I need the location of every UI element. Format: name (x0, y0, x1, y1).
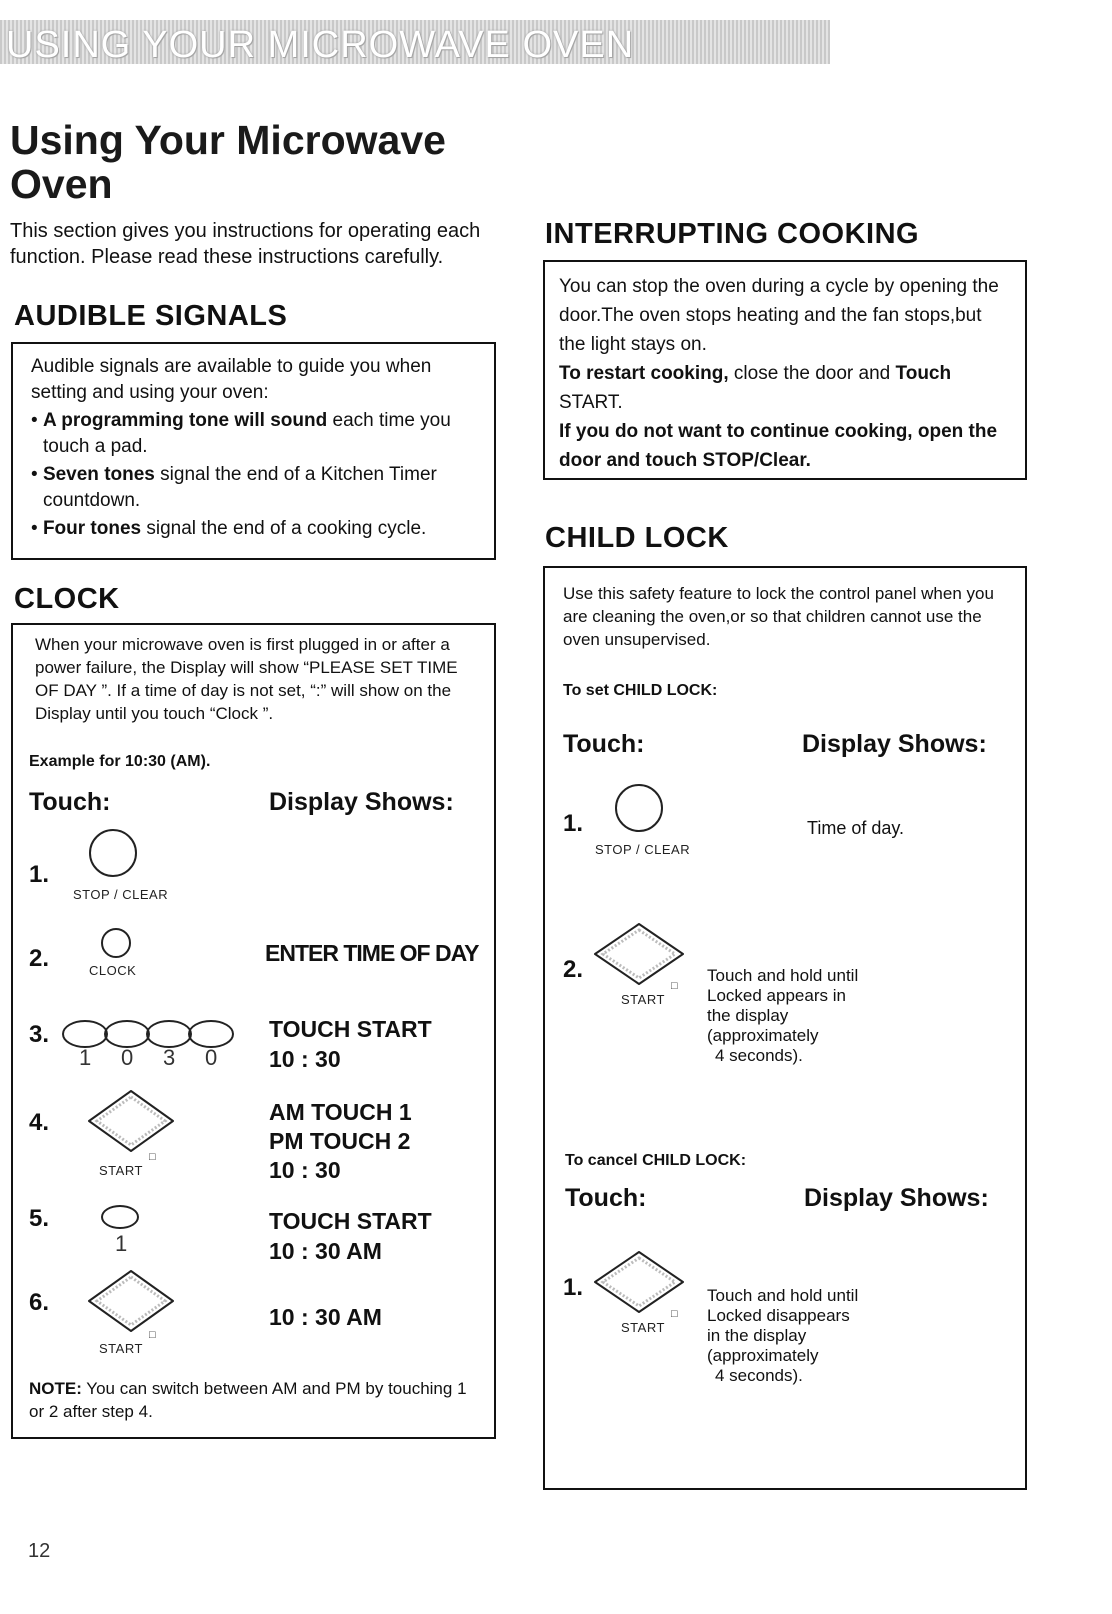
audible-bullet-2: • Seven tones signal the end of a Kitchen Timer countdown. (31, 464, 437, 511)
audible-bullet-3: • Four tones signal the end of a cooking cycle. (31, 518, 427, 539)
digit-label: 3 (163, 1045, 176, 1070)
page-title-line-1: Using Your Microwave (10, 117, 446, 163)
lock-icon: □ (671, 1308, 678, 1320)
clock-step-num: 2. (29, 945, 50, 972)
child-step-num: 1. (563, 1274, 584, 1301)
clock-touch-header: Touch: (29, 788, 111, 816)
stop-clear-pad-label: STOP / CLEAR (595, 842, 691, 857)
set-step-1-display: Time of day. (807, 818, 905, 838)
stop-clear-pad-label: STOP / CLEAR (73, 887, 169, 902)
child-touch-header: Touch: (563, 730, 645, 758)
start-pad-icon (81, 1267, 181, 1339)
digit-label: 1 (115, 1231, 128, 1256)
digit-label: 0 (205, 1045, 218, 1070)
page-title (10, 118, 510, 206)
interrupt-paragraph-2: To restart cooking, close the door and Touch START. (559, 363, 952, 413)
digit-label: 1 (79, 1045, 92, 1070)
child-lock-heading: CHILD LOCK (545, 522, 729, 554)
clock-pad-icon (101, 928, 131, 958)
lock-icon: □ (149, 1151, 156, 1163)
clock-box (11, 623, 496, 1439)
start-pad-label: START (621, 992, 665, 1007)
intro-paragraph: This section gives you instructions for operating each function. Please read these instructions carefully. (10, 220, 481, 268)
clock-step-display: TOUCH START (269, 1016, 432, 1042)
clock-step-display: ENTER TIME OF DAY (265, 940, 479, 966)
clock-step-display: 10 : 30 (269, 1157, 341, 1183)
cancel-step-1-display: Touch and hold until Locked disappears in the display (approximately 4 seconds). (707, 1286, 859, 1385)
child-lock-box (543, 566, 1027, 1490)
start-pad-icon (81, 1087, 181, 1159)
page-title-line-2: Oven (10, 161, 113, 207)
interrupting-cooking-heading: INTERRUPTING COOKING (545, 218, 920, 250)
clock-step-num: 4. (29, 1109, 50, 1136)
audible-lead: Audible signals are available to guide you when setting and using your oven: (31, 356, 432, 403)
audible-signals-box (11, 342, 496, 560)
clock-heading: CLOCK (14, 583, 120, 615)
child-step-num: 2. (563, 956, 584, 983)
clock-paragraph: When your microwave oven is first plugged in or after a power failure, the Display will show “PLEASE SET TIME OF DAY ”. If a time of day is not set, “:” will show on the Display until you touch “Clock ”. (35, 635, 458, 723)
child-step-num: 1. (563, 810, 584, 837)
clock-step-num: 5. (29, 1205, 50, 1232)
child-touch-header-2: Touch: (565, 1184, 647, 1212)
clock-step-display: AM TOUCH 1 (269, 1099, 412, 1125)
page-number: 12 (28, 1540, 51, 1562)
stop-clear-pad-icon (615, 784, 663, 832)
start-pad-label: START (99, 1163, 143, 1178)
audible-bullet-1: • A programming tone will sound each time you touch a pad. (31, 410, 451, 457)
digit-label: 0 (121, 1045, 134, 1070)
clock-step-display: TOUCH START (269, 1208, 432, 1234)
clock-step-display: 10 : 30 AM (269, 1304, 382, 1330)
clock-step-display: 10 : 30 (269, 1046, 341, 1072)
clock-step-num: 3. (29, 1021, 50, 1048)
set-child-lock-label: To set CHILD LOCK: (563, 682, 718, 699)
start-pad-label: START (99, 1341, 143, 1356)
section-banner-text: USING YOUR MICROWAVE OVEN (6, 24, 635, 66)
child-display-header: Display Shows: (802, 730, 987, 758)
interrupt-paragraph-3: If you do not want to continue cooking, open the door and touch STOP/Clear. (559, 421, 998, 471)
cancel-child-lock-label: To cancel CHILD LOCK: (565, 1152, 747, 1169)
clock-step-num: 6. (29, 1289, 50, 1316)
lock-icon: □ (149, 1329, 156, 1341)
interrupt-paragraph-1: You can stop the oven during a cycle by opening the door.The oven stops heating and the fan stops,but the light stays on. (559, 276, 999, 355)
child-lock-paragraph: Use this safety feature to lock the control panel when you are cleaning the oven,or so that children cannot use the oven unsupervised. (563, 584, 994, 649)
interrupting-cooking-box (543, 260, 1027, 480)
start-pad-label: START (621, 1320, 665, 1335)
clock-example: Example for 10:30 (AM). (29, 753, 211, 770)
child-display-header-2: Display Shows: (804, 1184, 989, 1212)
number-1-pad-icon (101, 1205, 139, 1229)
clock-pad-label: CLOCK (89, 963, 137, 978)
lock-icon: □ (671, 980, 678, 992)
clock-display-header: Display Shows: (269, 788, 454, 816)
stop-clear-pad-icon (89, 829, 137, 877)
clock-step-display: 10 : 30 AM (269, 1238, 382, 1264)
clock-step-display: PM TOUCH 2 (269, 1128, 411, 1154)
set-step-2-display: Touch and hold until Locked appears in the display (approximately 4 seconds). (707, 966, 859, 1065)
clock-step-num: 1. (29, 861, 50, 888)
clock-note: NOTE: You can switch between AM and PM by touching 1 or 2 after step 4. (29, 1379, 467, 1421)
audible-signals-heading: AUDIBLE SIGNALS (14, 300, 288, 332)
